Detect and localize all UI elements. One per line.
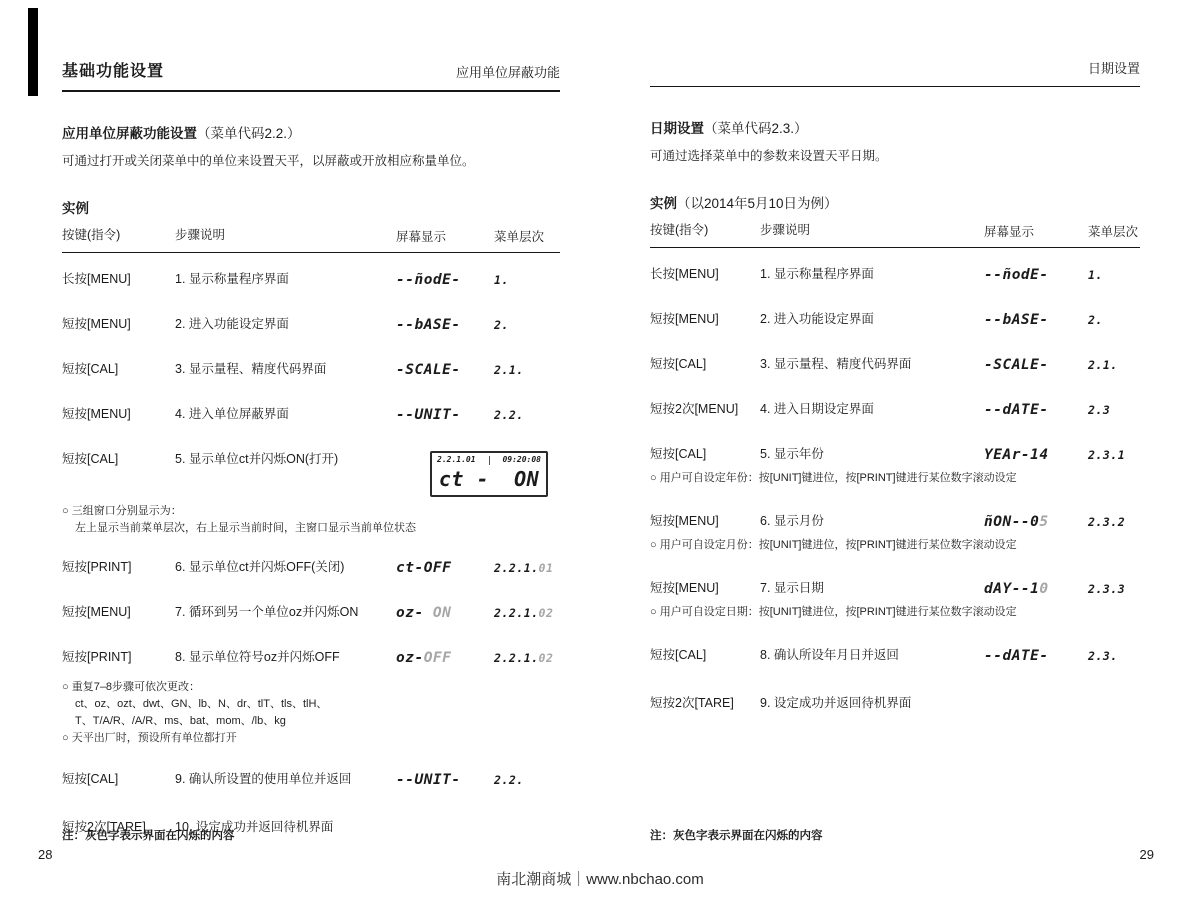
menu-level: 2.2.1.01 — [494, 561, 554, 575]
table-row — [62, 316, 560, 334]
table-row — [650, 647, 1140, 665]
step-description: 1. 显示称量程序界面 — [175, 272, 289, 286]
screen-display: -SCALE- — [396, 362, 461, 378]
note-line: ○ 用户可自设定年份：按[UNIT]键进位，按[PRINT]键进行某位数字滚动设定 — [650, 472, 1017, 484]
key-command: 短按2次[TARE] — [650, 696, 734, 710]
table-row — [62, 604, 560, 622]
page-right — [650, 58, 1140, 713]
key-command: 短按[MENU] — [62, 407, 131, 421]
screen-display: --bASE- — [984, 312, 1049, 328]
note-line: ○ 用户可自设定日期：按[UNIT]键进位，按[PRINT]键进行某位数字滚动设定 — [650, 606, 1017, 618]
table-row — [650, 401, 1140, 419]
table-row — [62, 406, 560, 424]
table-row — [62, 649, 560, 667]
flashing-note-right: 注：灰色字表示界面在闪烁的内容 — [650, 830, 823, 842]
flashing-note-left: 注：灰色字表示界面在闪烁的内容 — [62, 830, 235, 842]
row-notes — [650, 604, 1140, 621]
menu-level — [1074, 695, 1140, 713]
menu-level: 2.1. — [494, 363, 524, 377]
menu-level: 2. — [494, 318, 509, 332]
screen-display: YEAr-14 — [984, 447, 1049, 463]
key-command: 短按[PRINT] — [62, 650, 132, 664]
col-key: 按键(指令) — [62, 228, 121, 242]
col-step: 步骤说明 — [760, 223, 811, 237]
screen-display: --UNIT- — [396, 772, 461, 788]
step-description: 3. 显示量程、精度代码界面 — [760, 357, 912, 371]
print-registration-mark — [28, 8, 38, 96]
lcd-menu-level: 2.2.1.01 — [437, 455, 476, 464]
step-description: 7. 显示日期 — [760, 581, 824, 595]
row-notes — [62, 503, 560, 537]
table-row — [650, 695, 1140, 713]
note-line: ct、oz、ozt、dwt、GN、lb、N、dr、tlT、tls、tlH、 — [75, 698, 328, 710]
note-line: 左上显示当前菜单层次，右上显示当前时间，主窗口显示当前单位状态 — [75, 522, 416, 534]
table-row-lcd — [62, 451, 560, 497]
screen-display: oz-OFF — [396, 650, 452, 666]
note-line: ○ 重复7–8步骤可依次更改： — [62, 681, 201, 693]
lcd-status-strip — [437, 455, 541, 465]
col-level: 菜单层次 — [1088, 225, 1139, 239]
key-command: 长按[MENU] — [62, 272, 131, 286]
table-row — [62, 361, 560, 379]
example-label: 实例（以2014年5月10日为例） — [650, 196, 838, 211]
step-description: 3. 显示量程、精度代码界面 — [175, 362, 327, 376]
step-description: 2. 进入功能设定界面 — [760, 312, 874, 326]
lcd-cell — [430, 451, 560, 497]
step-description: 5. 显示单位ct并闪烁ON(打开) — [175, 452, 339, 466]
table-row — [62, 559, 560, 577]
col-display: 屏幕显示 — [396, 230, 447, 244]
col-display: 屏幕显示 — [984, 225, 1035, 239]
note-line: ○ 天平出厂时，预设所有单位都打开 — [62, 732, 237, 744]
menu-level: 2.3.2 — [1088, 515, 1126, 529]
col-step: 步骤说明 — [175, 228, 226, 242]
topic-title: 应用单位屏蔽功能设置（菜单代码2.2.） — [62, 126, 301, 141]
menu-level: 2.2. — [494, 773, 524, 787]
key-command: 短按[MENU] — [62, 317, 131, 331]
row-notes — [650, 537, 1140, 554]
screen-display: --UNIT- — [396, 407, 461, 423]
page-header-right — [650, 58, 1140, 87]
lcd-divider — [489, 456, 490, 465]
table-body — [650, 266, 1140, 713]
key-command: 短按2次[TARE] — [62, 820, 146, 834]
step-description: 9. 确认所设置的使用单位并返回 — [175, 772, 352, 786]
screen-display: -SCALE- — [984, 357, 1049, 373]
note-line: ○ 用户可自设定月份：按[UNIT]键进位，按[PRINT]键进行某位数字滚动设定 — [650, 539, 1017, 551]
menu-level: 2.3.3 — [1088, 582, 1126, 596]
key-command: 短按[PRINT] — [62, 560, 132, 574]
table-row — [650, 446, 1140, 464]
menu-level: 2.2. — [494, 408, 524, 422]
page-left — [62, 58, 560, 837]
step-description: 2. 进入功能设定界面 — [175, 317, 289, 331]
table-row — [650, 580, 1140, 598]
key-command: 短按[MENU] — [62, 605, 131, 619]
topic-description: 可通过选择菜单中的参数来设置天平日期。 — [650, 149, 888, 163]
page-number-right: 29 — [1139, 847, 1154, 862]
table-row — [650, 266, 1140, 284]
lcd-time: 09:20:08 — [502, 455, 541, 464]
menu-level: 2.2.1.02 — [494, 606, 554, 620]
menu-level: 2.2.1.02 — [494, 651, 554, 665]
step-description: 6. 显示月份 — [760, 514, 824, 528]
key-command: 长按[MENU] — [650, 267, 719, 281]
page-header-left — [62, 58, 560, 92]
key-command: 短按[MENU] — [650, 312, 719, 326]
step-description: 10. 设定成功并返回待机界面 — [175, 820, 334, 834]
step-description: 1. 显示称量程序界面 — [760, 267, 874, 281]
key-command: 短按2次[MENU] — [650, 402, 739, 416]
table-body — [62, 271, 560, 837]
step-description: 4. 进入日期设定界面 — [760, 402, 874, 416]
screen-display: ct-OFF — [396, 560, 452, 576]
step-description: 6. 显示单位ct并闪烁OFF(关闭) — [175, 560, 345, 574]
step-description: 9. 设定成功并返回待机界面 — [760, 696, 912, 710]
table-header — [650, 222, 1140, 248]
step-description: 8. 确认所设年月日并返回 — [760, 648, 899, 662]
page-number-left: 28 — [38, 847, 53, 862]
screen-display: --bASE- — [396, 317, 461, 333]
table-row — [62, 771, 560, 789]
step-description: 7. 循环到另一个单位oz并闪烁ON — [175, 605, 359, 619]
col-key: 按键(指令) — [650, 223, 709, 237]
menu-level: 2.1. — [1088, 358, 1118, 372]
example-label: 实例 — [62, 201, 89, 216]
table-row — [650, 513, 1140, 531]
menu-level: 1. — [494, 273, 509, 287]
step-description: 4. 进入单位屏蔽界面 — [175, 407, 289, 421]
screen-display: --dATE- — [984, 648, 1049, 664]
row-notes — [62, 679, 560, 747]
table-row — [650, 311, 1140, 329]
screen-display: ñON--05 — [984, 514, 1049, 530]
step-description: 8. 显示单位符号oz并闪烁OFF — [175, 650, 340, 664]
key-command: 短按[MENU] — [650, 514, 719, 528]
key-command: 短按[CAL] — [62, 772, 119, 786]
table-header — [62, 227, 560, 253]
screen-display: --dATE- — [984, 402, 1049, 418]
running-head: 日期设置 — [1087, 61, 1140, 76]
key-command: 短按[CAL] — [650, 648, 707, 662]
table-row — [62, 271, 560, 289]
note-line: ○ 三组窗口分别显示为： — [62, 505, 182, 517]
lcd-display — [430, 451, 548, 497]
screen-display: dAY--10 — [984, 581, 1049, 597]
topic-title: 日期设置（菜单代码2.3.） — [650, 121, 808, 136]
menu-level: 2.3 — [1088, 403, 1111, 417]
key-command: 短按[CAL] — [650, 357, 707, 371]
lcd-main-readout: ct - ON — [438, 467, 540, 491]
note-line: T、T/A/R、/A/R、ms、bat、mom、/lb、kg — [75, 715, 286, 727]
screen-display: oz- ON — [396, 605, 452, 621]
key-command: 短按[CAL] — [62, 452, 119, 466]
running-head: 应用单位屏蔽功能 — [455, 65, 560, 80]
screen-display: --ñodE- — [984, 267, 1049, 283]
menu-level: 2.3. — [1088, 649, 1118, 663]
screen-display: --ñodE- — [396, 272, 461, 288]
key-command: 短按[CAL] — [650, 447, 707, 461]
site-watermark: 南北潮商城｜www.nbchao.com — [496, 871, 704, 888]
table-row — [650, 356, 1140, 374]
menu-level: 2.3.1 — [1088, 448, 1126, 462]
section-title: 基础功能设置 — [62, 63, 165, 80]
step-description: 5. 显示年份 — [760, 447, 824, 461]
menu-level: 2. — [1088, 313, 1103, 327]
key-command: 短按[CAL] — [62, 362, 119, 376]
menu-level: 1. — [1088, 268, 1103, 282]
col-level: 菜单层次 — [494, 230, 545, 244]
topic-description: 可通过打开或关闭菜单中的单位来设置天平，以屏蔽或开放相应称量单位。 — [62, 154, 475, 168]
row-notes — [650, 470, 1140, 487]
menu-level — [488, 819, 560, 837]
key-command: 短按[MENU] — [650, 581, 719, 595]
